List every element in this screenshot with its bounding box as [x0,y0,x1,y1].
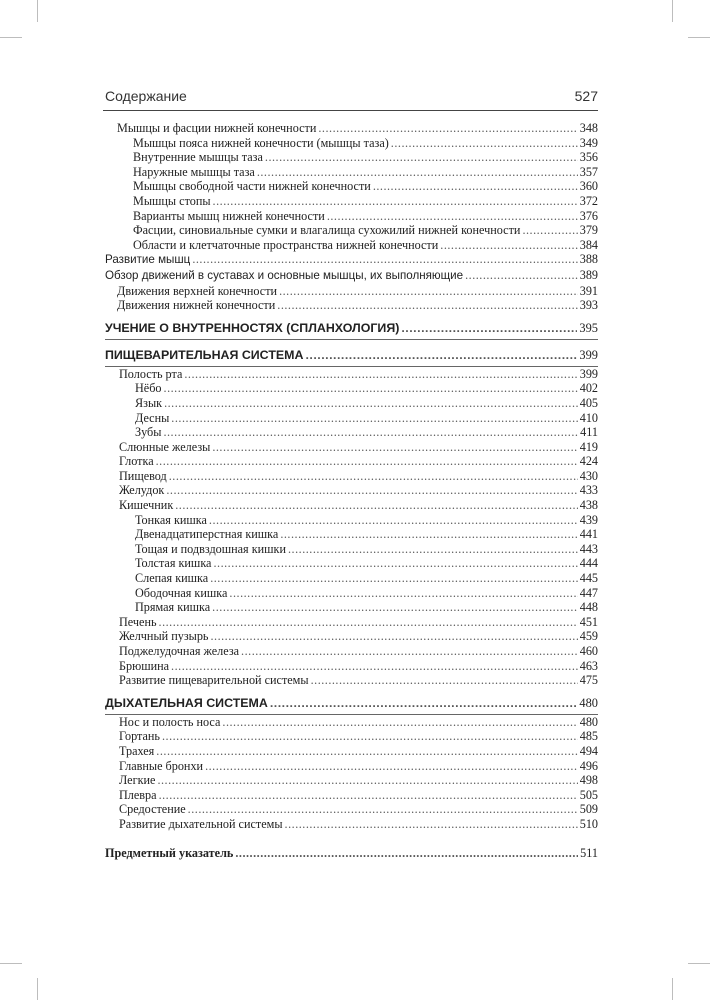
toc-leader-dots [171,411,577,426]
toc-entry-page: 480 [579,695,598,710]
toc-leader-dots [285,817,578,832]
toc-entry-page: 391 [579,283,598,298]
toc-entry-title: Мышцы стопы [133,193,211,208]
toc-entry-title: Фасции, синовиальные сумки и влагалища сухожилий нижней конечности [133,223,521,238]
toc-entry [105,513,598,528]
toc-leader-dots [209,513,578,528]
table-of-contents [105,121,598,860]
toc-leader-dots [327,209,578,224]
toc-entry-page: 439 [579,512,598,527]
toc-entry-title: Двенадцатиперстная кишка [135,527,279,542]
toc-entry [105,615,598,630]
toc-entry [105,223,598,238]
toc-entry-page: 444 [579,556,598,571]
toc-entry-page: 356 [579,150,598,165]
toc-entry [105,715,598,730]
toc-leader-dots [205,759,578,774]
toc-leader-dots [212,600,578,615]
crop-mark-right-lower [688,963,710,964]
toc-entry-page: 448 [579,600,598,615]
toc-entry-title: Развитие дыхательной системы [119,816,283,831]
toc-entry-title: Тощая и подвздошная кишки [135,541,286,556]
toc-entry-page: 405 [579,395,598,410]
toc-entry-page: 376 [579,208,598,223]
toc-entry-page: 445 [579,571,598,586]
toc-leader-dots [270,695,578,711]
toc-entry-title: Мышцы свободной части нижней конечности [133,179,371,194]
toc-leader-dots [164,396,578,411]
toc-leader-dots [171,659,578,674]
toc-entry [105,571,598,586]
toc-leader-dots [169,469,578,484]
crop-mark-left-upper [0,37,22,38]
toc-leader-dots [279,284,578,299]
toc-leader-dots [391,136,578,151]
toc-entry-title: Трахея [119,743,155,758]
toc-entry-page: 357 [579,164,598,179]
toc-leader-dots [305,347,577,363]
toc-entry [105,268,598,284]
toc-entry-title: Желудок [119,483,165,498]
toc-entry [105,644,598,659]
toc-entry-title: Нёбо [135,381,162,396]
toc-leader-dots [440,238,577,253]
header-title: Содержание [105,88,187,104]
crop-mark-right-upper [688,37,710,38]
toc-entry-page: 463 [579,658,598,673]
toc-entry-title: Главные бронхи [119,758,204,773]
toc-entry-title: Развитие пищеварительной системы [119,673,309,688]
toc-entry [105,440,598,455]
toc-leader-dots [280,527,577,542]
toc-entry-title: Предметный указатель [105,845,234,860]
toc-entry [105,788,598,803]
toc-entry [105,298,598,313]
toc-entry-title: Плевра [119,787,157,802]
toc-leader-dots [162,729,578,744]
toc-entry-title: Мышцы и фасции нижней конечности [117,121,317,135]
toc-entry [105,396,598,411]
toc-entry-page: 360 [579,179,598,194]
toc-entry [105,586,598,601]
toc-entry-title: Внутренние мышцы таза [133,150,263,165]
toc-leader-dots [522,223,577,238]
toc-entry-page: 379 [579,223,598,238]
toc-entry-page: 395 [579,320,598,335]
toc-entry [105,425,598,440]
crop-mark-top-left [37,0,38,22]
toc-entry [105,238,598,253]
toc-entry-title: Области и клетчаточные пространства нижней конечности [133,237,439,252]
crop-mark-top-right [672,0,673,22]
toc-entry-page: 451 [579,614,598,629]
toc-entry-page: 399 [579,347,598,362]
toc-entry-page: 447 [579,585,598,600]
toc-entry [105,252,598,268]
toc-entry [105,121,598,136]
toc-leader-dots [192,252,577,267]
toc-entry [105,744,598,759]
toc-entry [105,165,598,180]
toc-entry [105,209,598,224]
toc-entry-title: Движения нижней конечности [117,298,276,313]
toc-entry-title: Десны [135,410,170,425]
toc-section-entry [105,347,598,367]
toc-leader-dots [212,440,577,455]
toc-leader-dots [213,194,578,209]
toc-entry-title: Развитие мышц [105,253,191,267]
toc-entry [105,542,598,557]
toc-entry-page: 384 [579,237,598,252]
crop-mark-left-lower [0,963,22,964]
toc-entry [105,483,598,498]
toc-entry-page: 399 [579,366,598,381]
toc-entry-title: Прямая кишка [135,600,211,615]
crop-mark-bottom-right [672,978,673,1000]
toc-leader-dots [159,615,578,630]
toc-leader-dots [229,586,577,601]
toc-entry-page: 411 [580,425,598,440]
toc-section-entry [105,320,598,340]
toc-leader-dots [159,788,578,803]
toc-entry-title: Поджелудочная железа [119,644,240,658]
toc-entry-title: Движения верхней конечности [117,283,278,298]
toc-entry [105,136,598,151]
toc-leader-dots [277,298,577,313]
toc-leader-dots [210,629,577,644]
toc-leader-dots [156,454,578,469]
toc-entry-page: 509 [579,802,598,817]
toc-entry-page: 485 [579,729,598,744]
toc-entry-title: Язык [135,395,163,410]
toc-entry-title: Наружные мышцы таза [133,164,255,179]
toc-entry-title: Варианты мышц нижней конечности [133,208,325,223]
toc-leader-dots [175,498,577,513]
toc-entry-page: 430 [579,468,598,483]
toc-entry [105,194,598,209]
toc-entry [105,367,598,382]
toc-leader-dots [235,846,578,861]
toc-leader-dots [318,121,577,136]
toc-entry-title: Мышцы пояса нижней конечности (мышцы таза) [133,135,389,150]
toc-entry-title: Тонкая кишка [135,512,207,527]
toc-entry-page: 511 [580,845,598,860]
toc-entry-page: 480 [579,714,598,729]
toc-entry-title: Обзор движений в суставах и основные мышцы, их выполняющие [105,268,464,282]
running-header [105,88,598,104]
toc-entry-title: Слюнные железы [119,439,211,454]
toc-entry [105,454,598,469]
toc-entry [105,773,598,788]
toc-entry-title: ДЫХАТЕЛЬНАЯ СИСТЕМА [105,695,268,710]
toc-leader-dots [156,744,577,759]
toc-entry-page: 494 [579,743,598,758]
toc-entry-title: Средостение [119,802,186,817]
toc-leader-dots [222,715,577,730]
toc-entry-title: УЧЕНИЕ О ВНУТРЕННОСТЯХ (СПЛАНХОЛОГИЯ) [105,320,400,335]
toc-leader-dots [288,542,578,557]
toc-entry-page: 389 [579,267,598,282]
toc-entry-page: 475 [579,673,598,688]
toc-leader-dots [401,320,577,336]
toc-leader-dots [311,673,578,688]
toc-leader-dots [241,644,578,659]
toc-entry-page: 441 [579,527,598,542]
toc-entry-page: 372 [579,193,598,208]
toc-leader-dots [257,165,578,180]
toc-entry-page: 505 [579,787,598,802]
toc-entry-title: Кишечник [119,498,174,513]
toc-entry [105,659,598,674]
toc-entry-page: 388 [579,252,598,267]
toc-entry [105,759,598,774]
toc-entry [105,498,598,513]
toc-entry [105,556,598,571]
toc-entry [105,802,598,817]
toc-entry [105,729,598,744]
toc-entry-page: 510 [579,816,598,831]
toc-entry-page: 460 [579,644,598,658]
toc-leader-dots [265,150,578,165]
toc-entry-page: 424 [579,454,598,469]
toc-entry-page: 496 [579,758,598,773]
toc-entry-page: 419 [579,439,598,454]
toc-entry-title: Печень [119,614,157,629]
toc-leader-dots [163,425,578,440]
toc-leader-dots [164,381,578,396]
toc-entry-title: Толстая кишка [135,556,212,571]
toc-entry-title: Гортань [119,729,160,744]
toc-entry-page: 393 [579,298,598,313]
crop-mark-bottom-left [37,978,38,1000]
toc-entry-title: ПИЩЕВАРИТЕЛЬНАЯ СИСТЕМА [105,347,304,362]
toc-entry-title: Глотка [119,454,154,469]
toc-entry-page: 348 [579,121,598,135]
toc-leader-dots [373,179,578,194]
toc-entry-title: Легкие [119,773,156,788]
toc-entry [105,284,598,299]
toc-entry-title: Ободочная кишка [135,585,228,600]
toc-entry [105,527,598,542]
toc-leader-dots [213,556,577,571]
toc-entry [105,846,598,861]
toc-leader-dots [210,571,578,586]
toc-entry-title: Нос и полость носа [119,714,221,729]
toc-entry-page: 459 [579,629,598,644]
toc-entry [105,150,598,165]
toc-leader-dots [166,483,577,498]
toc-entry [105,411,598,426]
toc-leader-dots [465,268,578,283]
toc-entry [105,817,598,832]
toc-leader-dots [157,773,577,788]
toc-entry [105,673,598,688]
header-page-number: 527 [574,88,598,104]
toc-entry [105,629,598,644]
toc-entry [105,469,598,484]
toc-entry-title: Желчный пузырь [119,629,209,644]
toc-leader-dots [184,367,577,382]
toc-entry-page: 498 [579,773,598,788]
toc-entry-title: Пищевод [119,468,167,483]
toc-leader-dots [188,802,578,817]
toc-entry [105,179,598,194]
toc-entry [105,600,598,615]
toc-entry-page: 402 [579,381,598,396]
toc-entry-page: 410 [579,410,598,425]
toc-entry [105,381,598,396]
toc-entry-title: Зубы [135,425,162,440]
toc-entry-page: 349 [579,135,598,150]
toc-entry-page: 438 [579,498,598,513]
header-rule [103,110,598,111]
toc-entry-page: 443 [579,541,598,556]
toc-entry-page: 433 [579,483,598,498]
toc-entry-title: Слепая кишка [135,571,209,586]
toc-entry-title: Брюшина [119,658,170,673]
toc-section-entry [105,695,598,715]
toc-entry-title: Полость рта [119,366,183,381]
